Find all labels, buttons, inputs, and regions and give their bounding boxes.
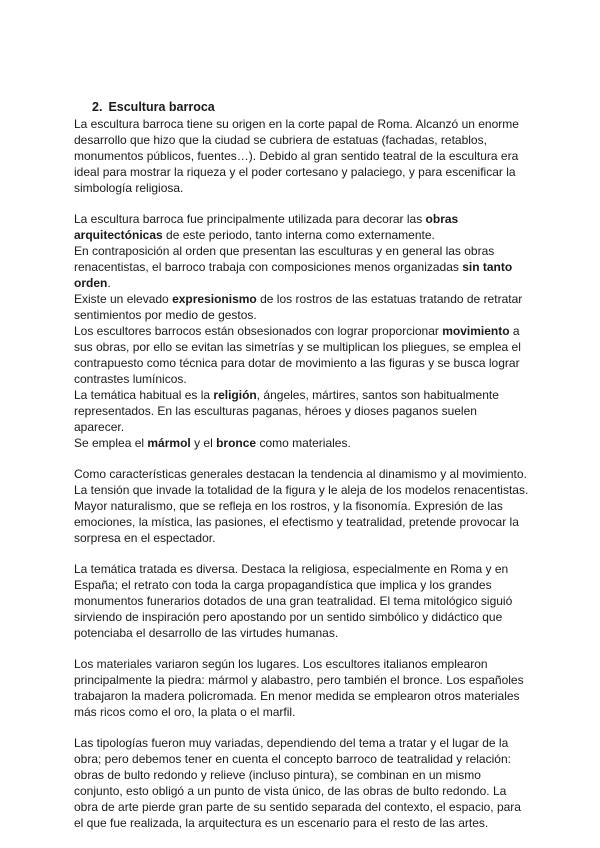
- bold-term: bronce: [216, 436, 257, 450]
- bold-term: movimiento: [442, 324, 510, 338]
- paragraph-religion: La temática habitual es la religión, ángeles, mártires, santos son habitualmente representados. En las esculturas paganas, héroes y dioses paganos suelen aparecer.: [74, 388, 499, 434]
- paragraph-expression: Existe un elevado expresionismo de los rostros de las estatuas tratando de retratar sentimientos por medio de gestos.: [74, 292, 523, 322]
- section-title: Escultura barroca: [108, 100, 215, 114]
- paragraph-order: En contraposición al orden que presentan las esculturas y en general las obras renacentistas, el barroco trabaja con composiciones menos organizadas sin tanto orden.: [74, 244, 513, 290]
- paragraph-themes: La temática tratada es diversa. Destaca la religiosa, especialmente en Roma y en España; el retrato con toda la carga propagandística que implica y los grandes monumentos funerarios dotados de una gran teatralidad. El tema mitológico siguió sirviendo de inspiración pero apostando por un sentido simbólico y didáctico que potenciaba el desarrollo de las virtudes humanas.: [74, 562, 513, 640]
- bold-term: mármol: [147, 436, 191, 450]
- section-number: 2.: [92, 100, 103, 114]
- paragraph-materials: Los materiales variaron según los lugares. Los escultores italianos emplearon principalmente la piedra: mármol y alabastro, pero también el bronce. Los españoles trabajaron la madera policromada. En menor medida se emplearon otros materiales más ricos como el oro, la plata o el marfil.: [74, 657, 524, 719]
- bold-term: expresionismo: [172, 292, 257, 306]
- intro-paragraph: La escultura barroca tiene su origen en la corte papal de Roma. Alcanzó un enorme desarrollo que hizo que la ciudad se cubriera de estatuas (fachadas, retablos, monumentos públicos, fuentes…). Debido al gran sentido teatral de la escultura era ideal para mostrar la riqueza y el poder cortesano y palaciego, y para escenificar la simbología religiosa.: [74, 117, 519, 195]
- paragraph-typologies: Las tipologías fueron muy variadas, dependiendo del tema a tratar y el lugar de la obra; pero debemos tener en cuenta el concepto barroco de teatralidad y relación: obras de bulto redondo y relieve (incluso pintura), se combinan en un mismo conjunto, esto obligó a un punto de vista único, de las obras de bulto redondo. La obra de arte pierde gran parte de su sentido separada del contexto, el espacio, para el que fue realizada, la arquitectura es un escenario para el resto de las artes.: [74, 736, 521, 830]
- bold-term: religión: [213, 388, 257, 402]
- section-heading: [92, 100, 530, 115]
- bold-term: obras arquitectónicas: [74, 212, 459, 242]
- paragraph-materials-short: Se emplea el mármol y el bronce como materiales.: [74, 436, 351, 450]
- document-body: [74, 100, 530, 831]
- paragraph-movement: Los escultores barrocos están obsesionados con lograr proporcionar movimiento a sus obras, por ello se evitan las simetrías y se multiplican los pliegues, se emplea el contrapuesto como técnica para dotar de movimiento a las figuras y se busca lograr contrastes lumínicos.: [74, 324, 521, 386]
- paragraph-decoration: La escultura barroca fue principalmente utilizada para decorar las obras arquitectónicas de este periodo, tanto interna como externamente.: [74, 212, 459, 242]
- bold-term: sin tanto orden: [74, 260, 513, 290]
- paragraph-characteristics: Como características generales destacan la tendencia al dinamismo y al movimiento. La tensión que invade la totalidad de la figura y le aleja de los modelos renacentistas. Mayor naturalismo, que se refleja en los rostros, y la fisonomía. Expresión de las emociones, la mística, las pasiones, el efectismo y teatralidad, pretende provocar la sorpresa en el espectador.: [74, 467, 529, 545]
